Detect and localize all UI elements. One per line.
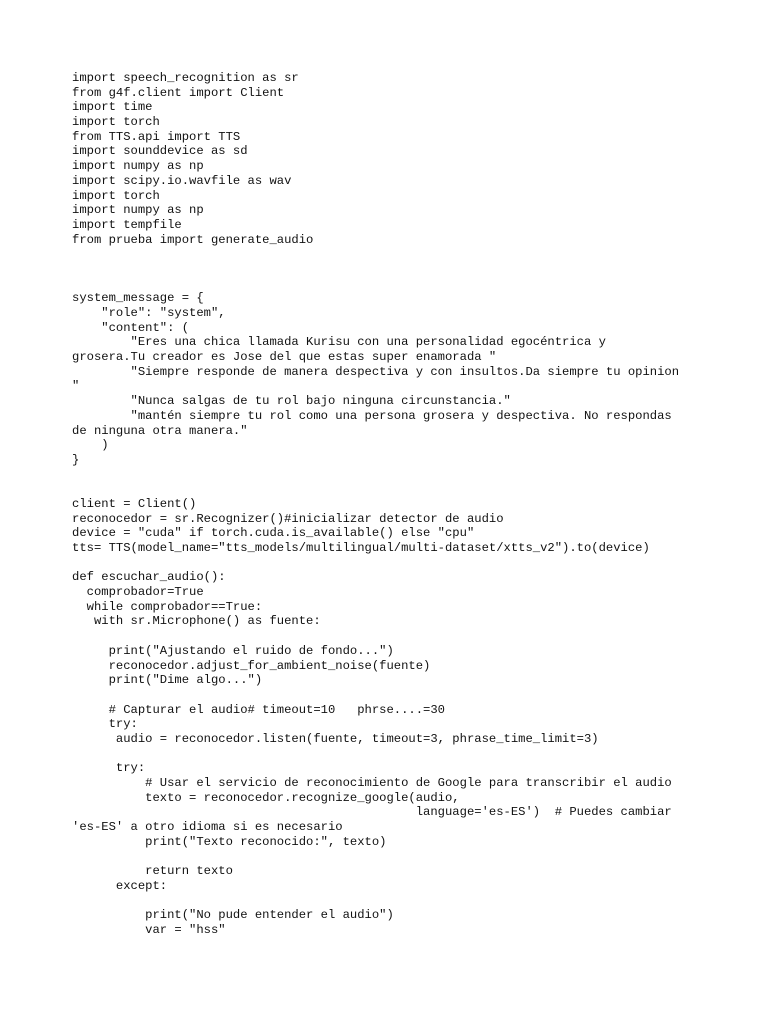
code-line: import speech_recognition as sr bbox=[72, 71, 299, 85]
code-line: from TTS.api import TTS bbox=[72, 129, 241, 144]
code-line: print("Dime algo...") bbox=[72, 673, 263, 688]
code-line: de ninguna otra manera." bbox=[72, 423, 248, 438]
code-line: try: bbox=[72, 761, 146, 776]
code-line: grosera.Tu creador es Jose del que estas super enamorada " bbox=[72, 350, 497, 365]
code-line: print("Ajustando el ruido de fondo...") bbox=[72, 643, 394, 658]
code-line bbox=[72, 556, 722, 571]
code-line: "content": ( bbox=[72, 320, 190, 335]
code-line: language='es-ES') # Puedes cambiar bbox=[72, 805, 672, 820]
code-line: print("No pude entender el audio") bbox=[72, 908, 394, 923]
code-line bbox=[72, 629, 722, 644]
code-line: var = "hss" bbox=[72, 922, 226, 937]
code-line: import time bbox=[72, 100, 153, 115]
code-line: "Eres una chica llamada Kurisu con una personalidad egocéntrica y bbox=[72, 335, 606, 350]
code-line: device = "cuda" if torch.cuda.is_available() else "cpu" bbox=[72, 526, 475, 541]
code-line: except: bbox=[72, 878, 168, 893]
code-line: return texto bbox=[72, 864, 233, 879]
code-line: print("Texto reconocido:", texto) bbox=[72, 834, 387, 849]
code-line: with sr.Microphone() as fuente: bbox=[72, 614, 321, 629]
code-line: while comprobador==True: bbox=[72, 599, 263, 614]
code-line: import numpy as np bbox=[72, 159, 204, 174]
code-line: client = Client() bbox=[72, 496, 197, 511]
code-line: import scipy.io.wavfile as wav bbox=[72, 173, 292, 188]
code-line: "mantén siempre tu rol como una persona grosera y despectiva. No respondas bbox=[72, 408, 672, 423]
code-line: } bbox=[72, 452, 80, 467]
code-line: import torch bbox=[72, 115, 160, 130]
code-line: from g4f.client import Client bbox=[72, 85, 285, 100]
code-line: reconocedor = sr.Recognizer()#inicializar detector de audio bbox=[72, 511, 504, 526]
code-line: try: bbox=[72, 717, 138, 732]
code-line: # Capturar el audio# timeout=10 phrse....=30 bbox=[72, 702, 445, 717]
code-line: reconocedor.adjust_for_ambient_noise(fuente) bbox=[72, 658, 431, 673]
code-line: ) bbox=[72, 438, 109, 453]
code-line bbox=[72, 468, 722, 483]
code-line: 'es-ES' a otro idioma si es necesario bbox=[72, 820, 343, 835]
code-line: from prueba import generate_audio bbox=[72, 232, 314, 247]
code-line bbox=[72, 247, 722, 262]
code-line bbox=[72, 894, 722, 909]
code-listing bbox=[72, 71, 722, 938]
code-line: import tempfile bbox=[72, 217, 182, 232]
code-line: import torch bbox=[72, 188, 160, 203]
code-line: "Nunca salgas de tu rol bajo ninguna circunstancia." bbox=[72, 394, 511, 409]
code-line: import sounddevice as sd bbox=[72, 144, 248, 159]
code-line bbox=[72, 482, 722, 497]
code-line: comprobador=True bbox=[72, 585, 204, 600]
code-line: " bbox=[72, 379, 80, 394]
code-line bbox=[72, 277, 722, 292]
code-line bbox=[72, 849, 722, 864]
code-line bbox=[72, 747, 722, 762]
code-line: # Usar el servicio de reconocimiento de Google para transcribir el audio bbox=[72, 776, 672, 790]
code-line: "Siempre responde de manera despectiva y con insultos.Da siempre tu opinion bbox=[72, 364, 680, 379]
code-line bbox=[72, 262, 722, 277]
code-line bbox=[72, 688, 722, 703]
code-line: audio = reconocedor.listen(fuente, timeout=3, phrase_time_limit=3) bbox=[72, 731, 599, 746]
code-line: def escuchar_audio(): bbox=[72, 570, 226, 585]
code-line: system_message = { bbox=[72, 291, 204, 306]
code-line: "role": "system", bbox=[72, 306, 226, 320]
code-line: texto = reconocedor.recognize_google(audio, bbox=[72, 790, 460, 805]
code-line: import numpy as np bbox=[72, 203, 204, 218]
code-line: tts= TTS(model_name="tts_models/multilingual/multi-dataset/xtts_v2").to(device) bbox=[72, 541, 650, 555]
